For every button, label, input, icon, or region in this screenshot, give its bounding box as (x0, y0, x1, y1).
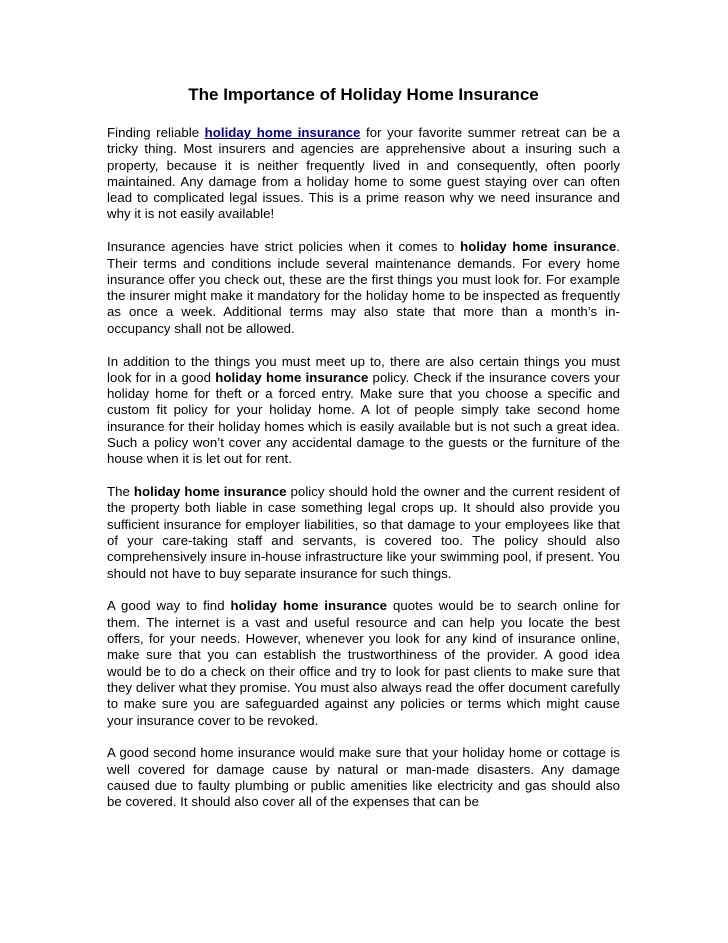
paragraph-2-keyword: holiday home insurance (460, 239, 617, 255)
paragraph-4-text-b: policy should hold the owner and the current resident of the property both liable in case something legal crops up. It should also provide you sufficient insurance for employer liabilities, so that damage to your employees like that of your care-taking staff and servants, is covered too. The policy should also comprehensively insure in-house infrastructure like your swimming pool, if present. You should not have to buy separate insurance for such things. (107, 484, 621, 581)
document-title: The Importance of Holiday Home Insurance (188, 85, 539, 104)
paragraph-4-keyword: holiday home insurance (133, 484, 287, 500)
paragraph-5-text-a: A good way to find (107, 598, 231, 614)
paragraph-5 (107, 598, 620, 728)
paragraph-5-keyword: holiday home insurance (230, 598, 388, 614)
paragraph-1-text-a: Finding reliable (107, 125, 205, 140)
paragraph-4 (107, 484, 620, 582)
paragraph-3 (107, 354, 620, 468)
holiday-home-insurance-link[interactable]: holiday home insurance (204, 125, 361, 140)
paragraph-2-text-a: Insurance agencies have strict policies when it comes to (107, 239, 461, 255)
paragraph-2-text-b: . Their terms and conditions include several maintenance demands. For every home insurance offer you check out, these are the first things you must look for. For example the insurer might make it mandatory for the holiday home to be inspected as frequently as once a week. Additional terms may also state that more than a month’s in-occupancy shall not be allowed. (107, 239, 620, 336)
paragraph-4-text-a: The (107, 484, 134, 500)
paragraph-3-text-a: In addition to the things you must meet up to, there are also certain things you must look for in a good (107, 353, 620, 385)
paragraph-6-text-a: A good second home insurance would make sure that your holiday home or cottage is well covered for damage cause by natural or man-made disasters. Any damage caused due to faulty plumbing or public amenities like electricity and gas should also be covered. It should also cover all of the expenses that can be (107, 745, 620, 810)
paragraph-1-text-b: for your favorite summer retreat can be a tricky thing. Most insurers and agencies are apprehensive about a insuring such a property, because it is neither frequently lived in and consequently, often poorly maintained. Any damage from a holiday home to some guest staying over can often lead to complicated legal issues. This is a prime reason why we need insurance and why it is not easily available! (107, 125, 621, 222)
paragraph-5-text-b: quotes would be to search online for them. The internet is a vast and useful resource and can help you locate the best offers, for your needs. However, whenever you look for any kind of insurance online, make sure that you can establish the trustworthiness of the provider. A good idea would be to do a check on their office and try to look for past clients to make sure that they deliver what they promise. You must also always read the offer document carefully to make sure you are safeguarded against any policies or terms which might cause your insurance cover to be revoked. (107, 598, 620, 728)
paragraph-6 (107, 745, 620, 810)
paragraph-3-text-b: policy. Check if the insurance covers your holiday home for theft or a forced entry. Make sure that you choose a specific and custom fit policy for your holiday home. A lot of people simply take second home insurance for their holiday homes which is easily available but is not such a great idea. Such a policy won’t cover any accidental damage to the guests or the furniture of the house when it is let out for rent. (107, 369, 620, 467)
paragraph-3-keyword: holiday home insurance (215, 369, 369, 385)
paragraph-1 (107, 125, 620, 223)
document-page (107, 84, 620, 827)
paragraph-2 (107, 239, 620, 337)
